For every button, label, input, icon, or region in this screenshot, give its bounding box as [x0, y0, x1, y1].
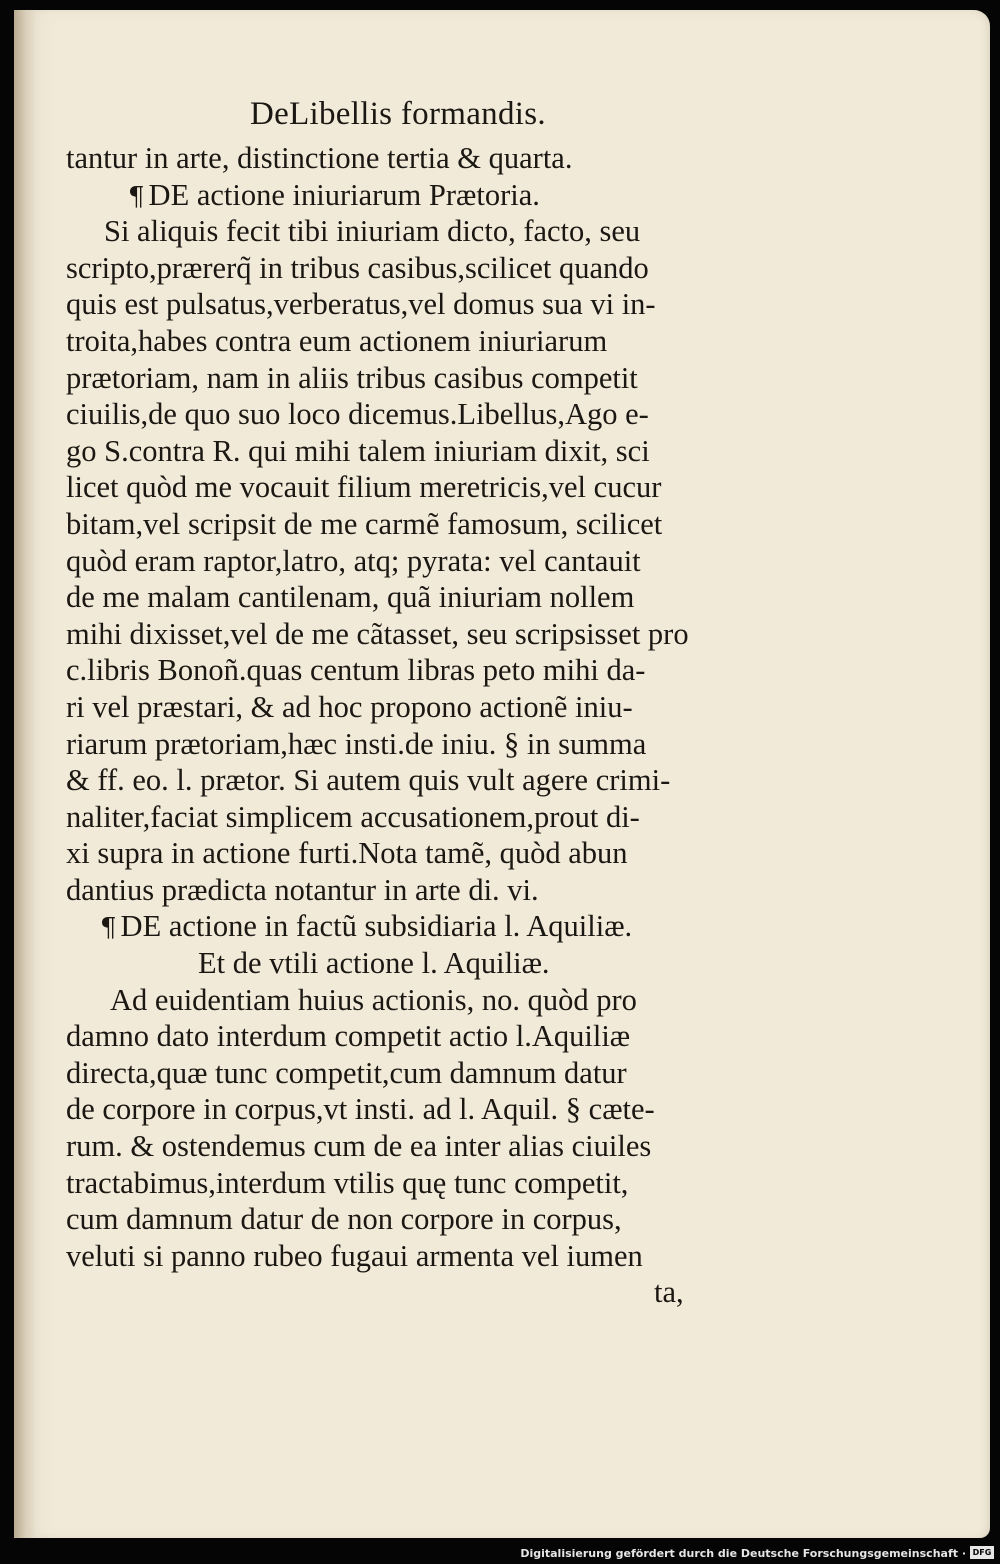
text-line: go S.contra R. qui mihi talem iniuriam dixit, sci [66, 433, 650, 468]
text-line: de me malam cantilenam, quã iniuriam nollem [66, 580, 635, 615]
text-line: bitam,vel scripsit de me carmẽ famosum, scilicet [66, 506, 663, 541]
book-page [14, 10, 990, 1538]
text-line: dantius prædicta notantur in arte di. vi. [66, 872, 539, 907]
text-line: ri vel præstari, & ad hoc propono actionẽ iniu- [66, 689, 633, 724]
dfg-logo: DFG [970, 1546, 994, 1559]
text-line: xi supra in actione furti.Nota tamẽ, quòd abun [66, 836, 628, 871]
section-heading-text: DE actione in factũ subsidiaria l. Aquiliæ. [120, 909, 633, 944]
text-line: rum. & ostendemus cum de ea inter alias ciuiles [66, 1129, 652, 1164]
text-line: troita,habes contra eum actionem iniuriarum [66, 323, 608, 358]
text-line: mihi dixisset,vel de me cãtasset, seu scripsisset pro [66, 616, 689, 651]
text-line: de corpore in corpus,vt insti. ad l. Aquil. § cæte- [66, 1092, 655, 1127]
section-subheading: Et de vtili actione l. Aquiliæ. [198, 946, 550, 981]
page-gutter [14, 10, 36, 1538]
text-line: directa,quæ tunc competit,cum damnum datur [66, 1055, 627, 1090]
text-line: quis est pulsatus,verberatus,vel domus sua vi in- [66, 287, 656, 322]
text-line: c.libris Bonoñ.quas centum libras peto mihi da- [66, 653, 646, 688]
running-head: DeLibellis formandis. [250, 96, 546, 132]
text-line: prætoriam, nam in aliis tribus casibus competit [66, 360, 638, 395]
text-line: riarum prætoriam,hæc insti.de iniu. § in summa [66, 726, 647, 761]
section-heading [66, 908, 716, 945]
text-line: naliter,faciat simplicem accusationem,prout di- [66, 799, 640, 834]
body-text [66, 140, 716, 1311]
text-line: scripto,prærerq̃ in tribus casibus,scilicet quando [66, 250, 649, 285]
catchword: ta, [654, 1275, 684, 1310]
text-line: Ad euidentiam huius actionis, no. quòd pro [110, 982, 637, 1017]
funding-credit: Digitalisierung gefördert durch die Deutsche Forschungsgemeinschaft · [520, 1547, 966, 1560]
pilcrow-icon: ¶ [128, 181, 145, 212]
section-heading [66, 177, 716, 214]
text-line: licet quòd me vocauit filium meretricis,vel cucur [66, 470, 662, 505]
section-heading-text: DE actione iniuriarum Prætoria. [148, 177, 540, 212]
text-line: veluti si panno rubeo fugaui armenta vel iumen [66, 1238, 643, 1273]
text-line: ciuilis,de quo suo loco dicemus.Libellus,Ago e- [66, 397, 649, 432]
text-line: quòd eram raptor,latro, atq; pyrata: vel cantauit [66, 543, 641, 578]
text-line: tantur in arte, distinctione tertia & quarta. [66, 141, 573, 175]
text-line: & ff. eo. l. prætor. Si autem quis vult agere crimi- [66, 763, 671, 798]
text-line: Si aliquis fecit tibi iniuriam dicto, facto, seu [104, 214, 641, 249]
text-line: tractabimus,interdum vtilis quę tunc competit, [66, 1165, 629, 1200]
text-line: cum damnum datur de non corpore in corpus, [66, 1202, 622, 1237]
text-line: damno dato interdum competit actio l.Aquiliæ [66, 1019, 631, 1054]
pilcrow-icon: ¶ [100, 913, 117, 944]
